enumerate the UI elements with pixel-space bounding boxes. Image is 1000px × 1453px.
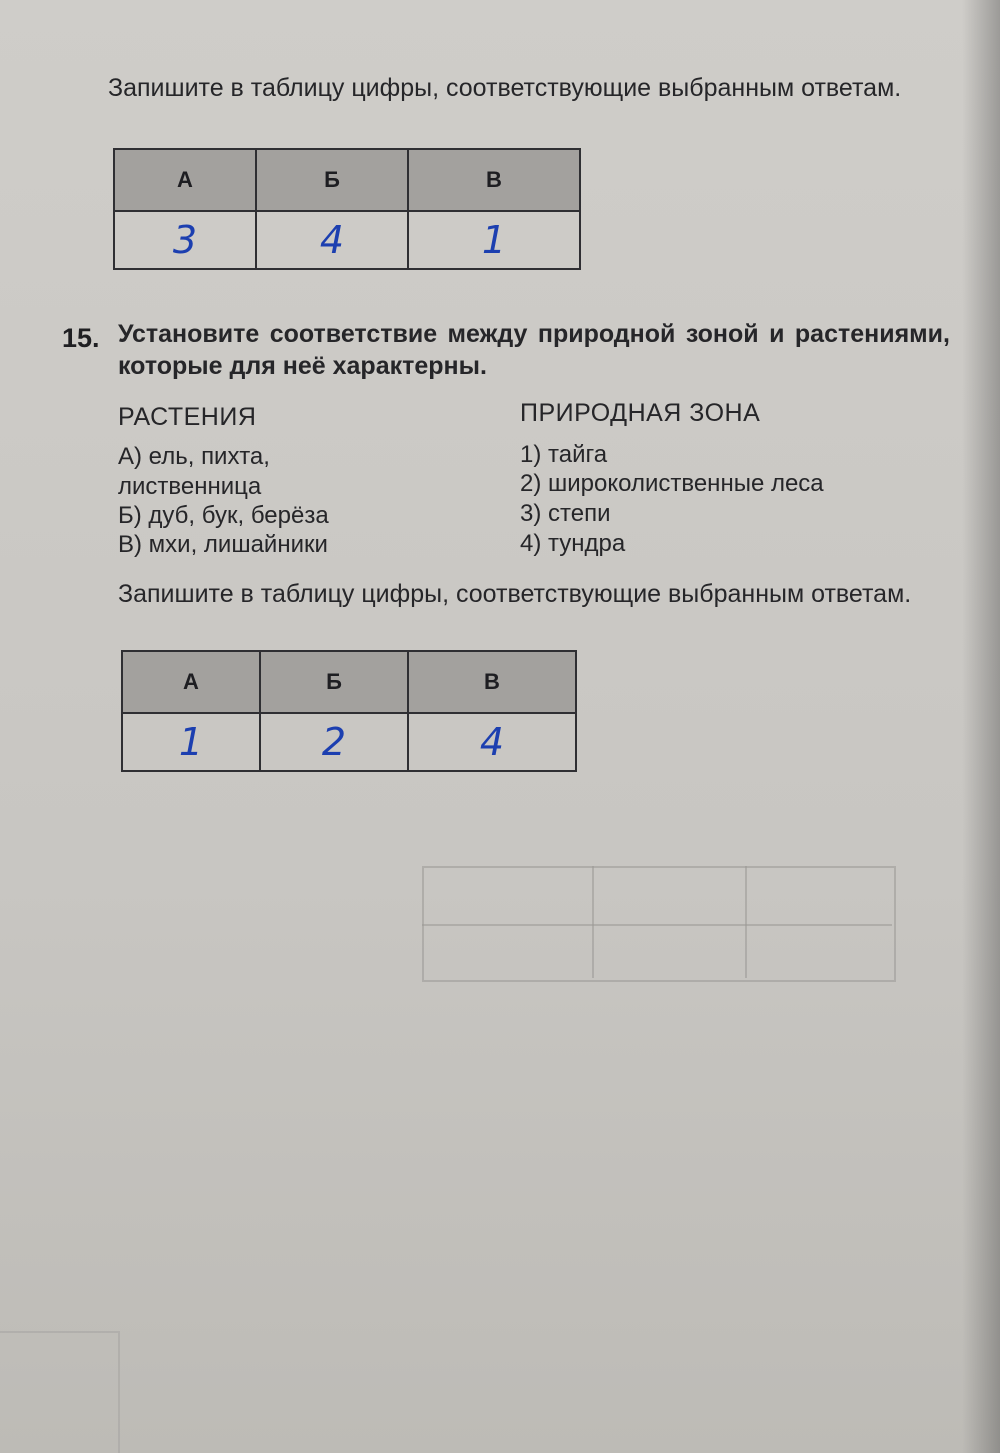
task-15-question: Установите соответствие между природной зоной и растениями, которые для неё характерны. [118,320,950,380]
header-cell-v: В [408,149,580,211]
answer-cell-b[interactable]: 2 [260,713,408,771]
zone-item-3: 3) степи [520,500,611,527]
table-answer-row [114,211,580,269]
plant-item-a1: А) ель, пихта, [118,443,270,470]
zone-item-4: 4) тундра [520,530,626,557]
plant-item-v: В) мхи, лишайники [118,531,328,558]
bleed-through-text [78,808,84,832]
plant-item-a2: лиственница [118,473,262,500]
page-corner-mark [0,1331,120,1453]
header-cell-b: Б [256,149,408,211]
answer-cell-v[interactable]: 1 [408,211,580,269]
header-cell-a: А [114,149,256,211]
book-spine-shadow [962,0,1000,1453]
bleed-through-table-divider-2 [745,866,747,978]
answer-cell-v[interactable]: 4 [408,713,576,771]
task-15-instruction: Запишите в таблицу цифры, соответствующие выбранным ответам. [118,580,912,608]
header-cell-a: А [122,651,260,713]
natural-zone-heading: ПРИРОДНАЯ ЗОНА [520,399,761,427]
table-header-row [114,149,580,211]
task-14-instruction: Запишите в таблицу цифры, соответствующие выбранным ответам. [108,74,902,102]
plant-item-b: Б) дуб, бук, берёза [118,502,329,529]
task-15-number: 15. [62,323,100,353]
task-15-answer-table [121,650,577,772]
task-14-answer-table [113,148,581,270]
answer-cell-b[interactable]: 4 [256,211,408,269]
plants-heading: РАСТЕНИЯ [118,403,257,431]
zone-item-1: 1) тайга [520,441,608,468]
table-answer-row [122,713,576,771]
table-header-row [122,651,576,713]
answer-cell-a[interactable]: 1 [122,713,260,771]
bleed-through-table-divider-1 [592,866,594,978]
header-cell-v: В [408,651,576,713]
header-cell-b: Б [260,651,408,713]
answer-cell-a[interactable]: 3 [114,211,256,269]
bleed-through-table-row [422,924,892,926]
zone-item-2: 2) широколиственные леса [520,470,824,497]
